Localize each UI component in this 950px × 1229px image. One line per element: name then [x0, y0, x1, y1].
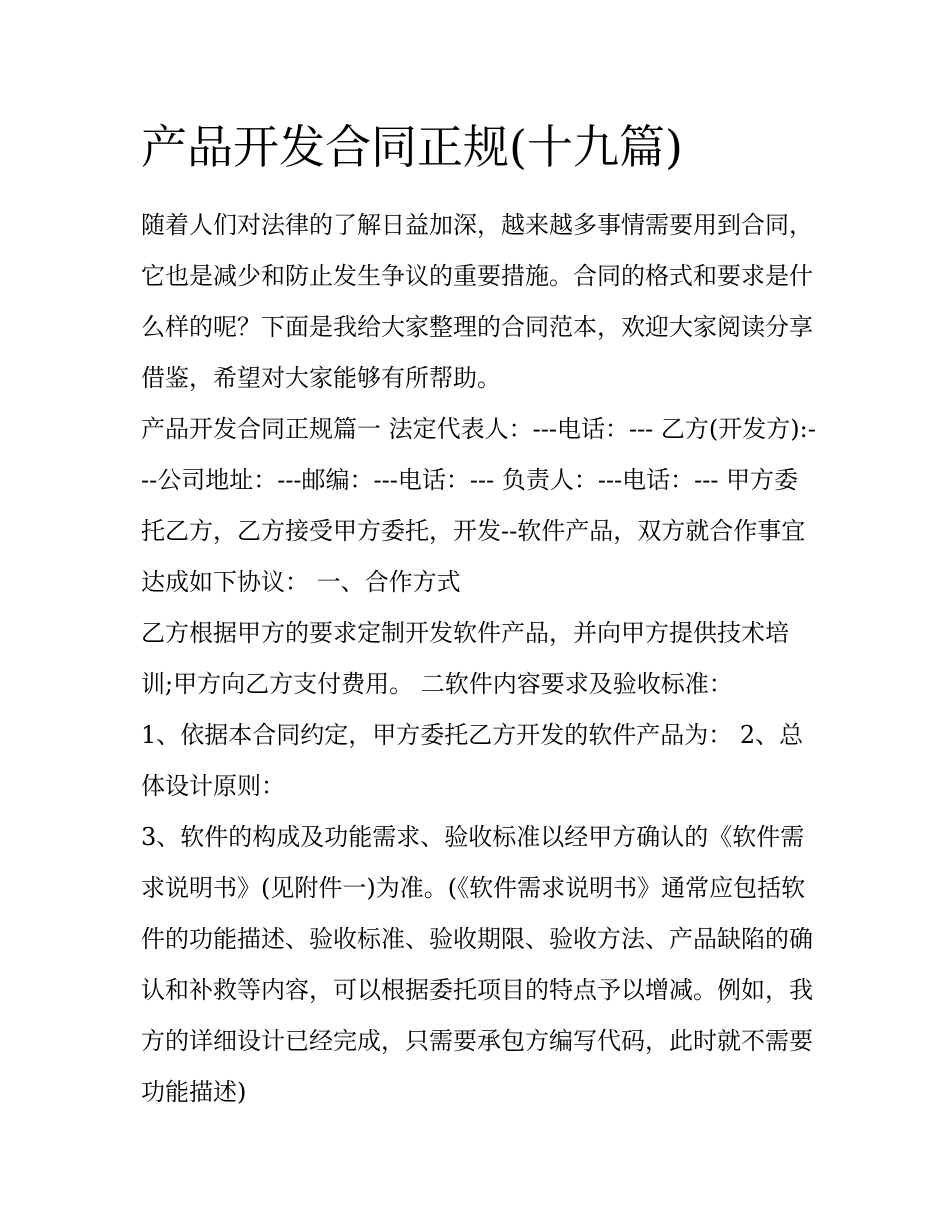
document-body [141, 112, 821, 1118]
paragraph-intro: 随着人们对法律的了解日益加深，越来越多事情需要用到合同，它也是减少和防止发生争议的重要措施。合同的格式和要求是什么样的呢？下面是我给大家整理的合同范本，欢迎大家阅读分享借鉴，希望对大家能够有所帮助。 [141, 211, 813, 392]
paragraph-cooperation: 乙方根据甲方的要求定制开发软件产品，并向甲方提供技术培训;甲方向乙方支付费用。 二软件内容要求及验收标准： [141, 619, 789, 698]
paragraph-clause-1-2: 1、依据本合同约定，甲方委托乙方开发的软件产品为： 2、总体设计原则： [141, 721, 804, 800]
document-title: 产品开发合同正规(十九篇) [141, 120, 683, 174]
paragraph-parties: 产品开发合同正规篇一 法定代表人：---电话：--- 乙方(开发方):---公司地址：---邮编：---电话：--- 负责人：---电话：--- 甲方委托乙方，乙方接受甲方委托，开发--软件产品，双方就合作事宜达成如下协议： 一、合作方式 [141, 415, 816, 596]
paragraph-clause-3: 3、软件的构成及功能需求、验收标准以经甲方确认的《软件需求说明书》(见附件一)为准。(《软件需求说明书》通常应包括软件的功能描述、验收标准、验收期限、验收方法、产品缺陷的确认和补救等内容，可以根据委托项目的特点予以增减。例如，我方的详细设计已经完成，只需要承包方编写代码，此时就不需要功能描述) [141, 823, 813, 1106]
